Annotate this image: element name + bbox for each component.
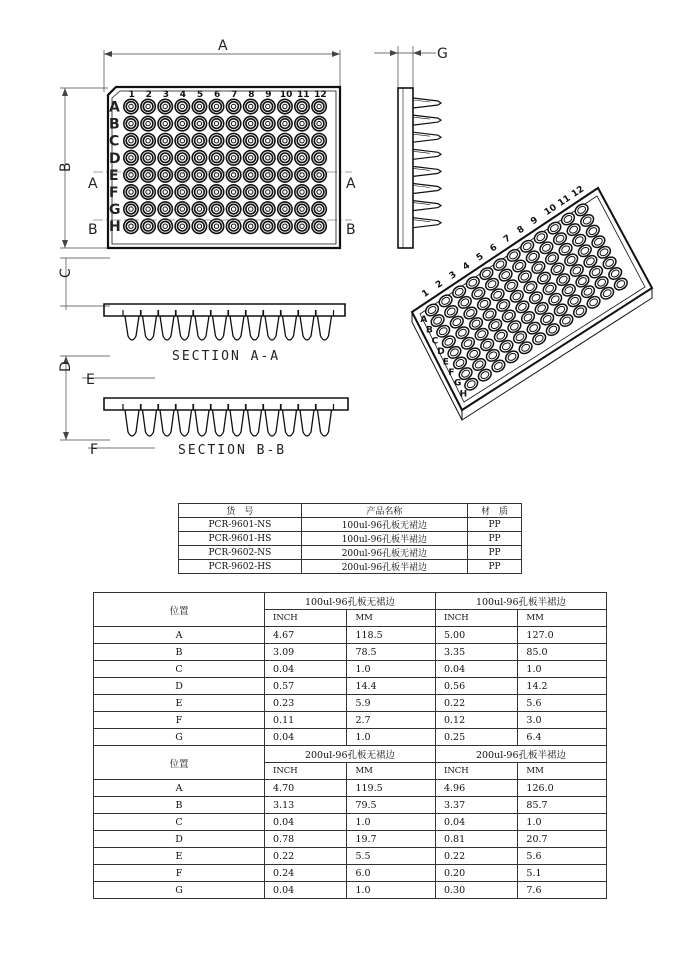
iso-column-label: 8 — [515, 224, 527, 237]
value-cell: 0.22 — [435, 695, 517, 712]
value-cell: 5.1 — [518, 865, 607, 882]
group-header-row — [94, 593, 607, 610]
tube-section — [300, 410, 314, 436]
plate-side-view — [374, 46, 448, 248]
table-row — [94, 814, 607, 831]
tube-section — [195, 316, 209, 340]
tube-section — [125, 316, 139, 340]
unit-header: MM — [518, 610, 607, 627]
tube-side — [413, 184, 441, 194]
tube-section — [248, 316, 262, 340]
value-cell: 19.7 — [347, 831, 436, 848]
plate-top-view — [58, 38, 356, 248]
position-cell: B — [94, 644, 265, 661]
value-cell: 0.81 — [435, 831, 517, 848]
column-label: 4 — [179, 90, 187, 100]
tube-side — [413, 201, 441, 211]
tube-section — [143, 316, 157, 340]
value-cell: 5.00 — [435, 627, 517, 644]
iso-row-label: E — [442, 357, 449, 368]
tube-section — [195, 410, 209, 436]
position-cell: D — [94, 831, 265, 848]
iso-column-label: 5 — [474, 251, 486, 264]
dimension-table — [93, 592, 607, 899]
value-cell: 14.4 — [347, 678, 436, 695]
catalog-cell: PP — [468, 560, 522, 574]
position-cell: C — [94, 661, 265, 678]
position-header: 位置 — [94, 746, 265, 780]
table-row — [94, 882, 607, 899]
position-cell: G — [94, 729, 265, 746]
well-grid — [124, 99, 326, 233]
value-cell: 0.23 — [265, 695, 347, 712]
row-label: F — [109, 185, 119, 201]
value-cell: 1.0 — [518, 661, 607, 678]
value-cell: 0.04 — [265, 814, 347, 831]
tube-side — [413, 166, 441, 176]
tube-section — [283, 316, 297, 340]
value-cell: 2.7 — [347, 712, 436, 729]
section-mark-b-right: B — [346, 222, 356, 238]
value-cell: 127.0 — [518, 627, 607, 644]
table-row — [179, 560, 522, 574]
column-label: 10 — [279, 90, 293, 100]
section-a-view — [58, 258, 345, 364]
table-row — [94, 729, 607, 746]
iso-column-label: 11 — [556, 193, 573, 209]
position-cell: B — [94, 797, 265, 814]
table-row — [94, 865, 607, 882]
value-cell: 5.9 — [347, 695, 436, 712]
iso-row-label: D — [437, 346, 445, 357]
iso-column-label: 4 — [461, 260, 473, 273]
position-cell: E — [94, 848, 265, 865]
value-cell: 0.57 — [265, 678, 347, 695]
row-label: C — [109, 133, 120, 150]
table-row — [94, 661, 607, 678]
table-row — [179, 532, 522, 546]
value-cell: 1.0 — [347, 814, 436, 831]
catalog-header-cell: 货 号 — [179, 504, 302, 518]
unit-header: INCH — [265, 763, 347, 780]
dim-label-a: A — [218, 38, 228, 54]
tube-section — [178, 410, 192, 436]
value-cell: 4.70 — [265, 780, 347, 797]
value-cell: 0.22 — [435, 848, 517, 865]
row-label: E — [109, 167, 119, 184]
value-cell: 0.56 — [435, 678, 517, 695]
tube-section — [213, 410, 227, 436]
column-label: 3 — [162, 90, 169, 100]
section-mark-a-right: A — [346, 176, 356, 192]
tube-section — [300, 316, 314, 340]
iso-column-label: 12 — [570, 184, 587, 200]
catalog-table — [178, 503, 522, 574]
value-cell: 0.04 — [435, 661, 517, 678]
catalog-cell: PP — [468, 532, 522, 546]
table-row — [179, 518, 522, 532]
value-cell: 79.5 — [347, 797, 436, 814]
value-cell: 14.2 — [518, 678, 607, 695]
table-row — [94, 627, 607, 644]
tube-section — [265, 410, 279, 436]
value-cell: 3.0 — [518, 712, 607, 729]
column-label: 12 — [314, 90, 327, 100]
position-cell: A — [94, 780, 265, 797]
section-a-title: SECTION A-A — [172, 349, 281, 364]
row-label: H — [109, 219, 121, 236]
value-cell: 0.30 — [435, 882, 517, 899]
iso-row-label: A — [420, 315, 428, 326]
group-header: 200ul-96孔板无裙边 — [265, 746, 436, 763]
position-cell: D — [94, 678, 265, 695]
value-cell: 7.6 — [518, 882, 607, 899]
column-label: 1 — [128, 90, 135, 100]
value-cell: 78.5 — [347, 644, 436, 661]
position-cell: E — [94, 695, 265, 712]
column-label: 6 — [214, 90, 221, 100]
position-header: 位置 — [94, 593, 265, 627]
tube-section — [160, 316, 174, 340]
tube-section — [318, 410, 332, 436]
value-cell: 1.0 — [347, 882, 436, 899]
unit-header: MM — [518, 763, 607, 780]
tube-side — [413, 218, 441, 228]
tube-side — [413, 132, 441, 142]
value-cell: 20.7 — [518, 831, 607, 848]
unit-header: INCH — [265, 610, 347, 627]
section-b-view — [58, 356, 348, 458]
iso-column-label: 10 — [542, 202, 559, 218]
group-header: 100ul-96孔板无裙边 — [265, 593, 436, 610]
technical-drawing — [0, 0, 700, 470]
value-cell: 3.13 — [265, 797, 347, 814]
iso-row-label: H — [459, 389, 468, 400]
value-cell: 126.0 — [518, 780, 607, 797]
dim-label-f: F — [90, 442, 99, 458]
dim-label-c: C — [58, 268, 74, 278]
group-header: 100ul-96孔板半裙边 — [435, 593, 606, 610]
position-cell: F — [94, 865, 265, 882]
value-cell: 0.22 — [265, 848, 347, 865]
column-label: 11 — [297, 90, 310, 100]
value-cell: 0.04 — [265, 729, 347, 746]
catalog-header-cell: 材 质 — [468, 504, 522, 518]
iso-column-label: 1 — [420, 288, 432, 300]
value-cell: 5.6 — [518, 695, 607, 712]
position-cell: A — [94, 627, 265, 644]
unit-header: MM — [347, 610, 436, 627]
unit-header: INCH — [435, 763, 517, 780]
value-cell: 3.09 — [265, 644, 347, 661]
catalog-header-row — [179, 504, 522, 518]
value-cell: 119.5 — [347, 780, 436, 797]
row-label: D — [109, 150, 121, 167]
group-header-row — [94, 746, 607, 763]
iso-column-label: 3 — [447, 269, 459, 282]
catalog-cell: PCR-9602-HS — [179, 560, 302, 574]
row-labels — [109, 100, 121, 236]
iso-column-label: 9 — [529, 215, 541, 228]
value-cell: 1.0 — [518, 814, 607, 831]
table-row — [94, 780, 607, 797]
row-label: G — [109, 202, 121, 219]
dim-label-b: B — [58, 162, 74, 172]
value-cell: 0.20 — [435, 865, 517, 882]
value-cell: 0.04 — [435, 814, 517, 831]
column-label: 9 — [265, 90, 272, 100]
value-cell: 6.4 — [518, 729, 607, 746]
position-cell: F — [94, 712, 265, 729]
catalog-cell: PCR-9602-NS — [179, 546, 302, 560]
table-row — [179, 546, 522, 560]
column-labels — [129, 90, 327, 100]
position-cell: G — [94, 882, 265, 899]
iso-row-label: G — [454, 378, 462, 389]
column-label: 8 — [248, 90, 255, 100]
value-cell: 0.04 — [265, 661, 347, 678]
column-label: 2 — [145, 90, 152, 100]
catalog-cell: PCR-9601-NS — [179, 518, 302, 532]
value-cell: 4.67 — [265, 627, 347, 644]
table-row — [94, 848, 607, 865]
iso-column-label: 7 — [502, 233, 513, 246]
value-cell: 0.11 — [265, 712, 347, 729]
table-row — [94, 678, 607, 695]
catalog-cell: 200ul-96孔板无裙边 — [301, 546, 467, 560]
tube-section — [230, 410, 244, 436]
row-label: B — [109, 116, 120, 133]
value-cell: 5.5 — [347, 848, 436, 865]
iso-column-label: 2 — [434, 278, 445, 291]
tube-side — [413, 115, 441, 125]
section-b-title: SECTION B-B — [178, 443, 287, 458]
unit-header: MM — [347, 763, 436, 780]
column-label: 5 — [196, 90, 204, 100]
table-row — [94, 797, 607, 814]
tube-section — [125, 410, 139, 436]
catalog-cell: 100ul-96孔板半裙边 — [301, 532, 467, 546]
value-cell: 6.0 — [347, 865, 436, 882]
catalog-cell: PCR-9601-HS — [179, 532, 302, 546]
value-cell: 3.35 — [435, 644, 517, 661]
catalog-cell: 100ul-96孔板无裙边 — [301, 518, 467, 532]
dim-label-e: E — [86, 372, 95, 388]
dim-label-g: G — [437, 46, 448, 62]
table-row — [94, 831, 607, 848]
tube-side — [413, 98, 441, 108]
value-cell: 4.96 — [435, 780, 517, 797]
tube-side — [413, 149, 441, 159]
iso-row-label: C — [431, 336, 439, 347]
table-row — [94, 695, 607, 712]
value-cell: 0.04 — [265, 882, 347, 899]
tube-section — [318, 316, 332, 340]
position-cell: C — [94, 814, 265, 831]
value-cell: 0.12 — [435, 712, 517, 729]
value-cell: 0.25 — [435, 729, 517, 746]
tube-section — [178, 316, 192, 340]
tube-section — [160, 410, 174, 436]
value-cell: 1.0 — [347, 661, 436, 678]
tube-section — [230, 316, 244, 340]
unit-header: INCH — [435, 610, 517, 627]
row-label: A — [109, 99, 120, 116]
iso-row-label: F — [448, 368, 455, 379]
tube-section — [265, 316, 279, 340]
value-cell: 5.6 — [518, 848, 607, 865]
value-cell: 0.24 — [265, 865, 347, 882]
table-row — [94, 712, 607, 729]
value-cell: 0.78 — [265, 831, 347, 848]
value-cell: 3.37 — [435, 797, 517, 814]
group-header: 200ul-96孔板半裙边 — [435, 746, 606, 763]
catalog-cell: PP — [468, 518, 522, 532]
value-cell: 85.0 — [518, 644, 607, 661]
table-row — [94, 644, 607, 661]
tube-section — [143, 410, 157, 436]
value-cell: 118.5 — [347, 627, 436, 644]
section-mark-b-left: B — [88, 222, 98, 238]
plate-isometric-view — [412, 184, 652, 420]
tube-section — [248, 410, 262, 436]
tube-section — [213, 316, 227, 340]
iso-row-label: B — [426, 325, 433, 336]
column-label: 7 — [231, 90, 238, 100]
tube-section — [283, 410, 297, 436]
value-cell: 1.0 — [347, 729, 436, 746]
section-mark-a-left: A — [88, 176, 98, 192]
value-cell: 85.7 — [518, 797, 607, 814]
dim-label-d: D — [58, 361, 74, 372]
catalog-cell: 200ul-96孔板半裙边 — [301, 560, 467, 574]
catalog-cell: PP — [468, 546, 522, 560]
iso-column-label: 6 — [488, 242, 500, 255]
catalog-header-cell: 产品名称 — [301, 504, 467, 518]
